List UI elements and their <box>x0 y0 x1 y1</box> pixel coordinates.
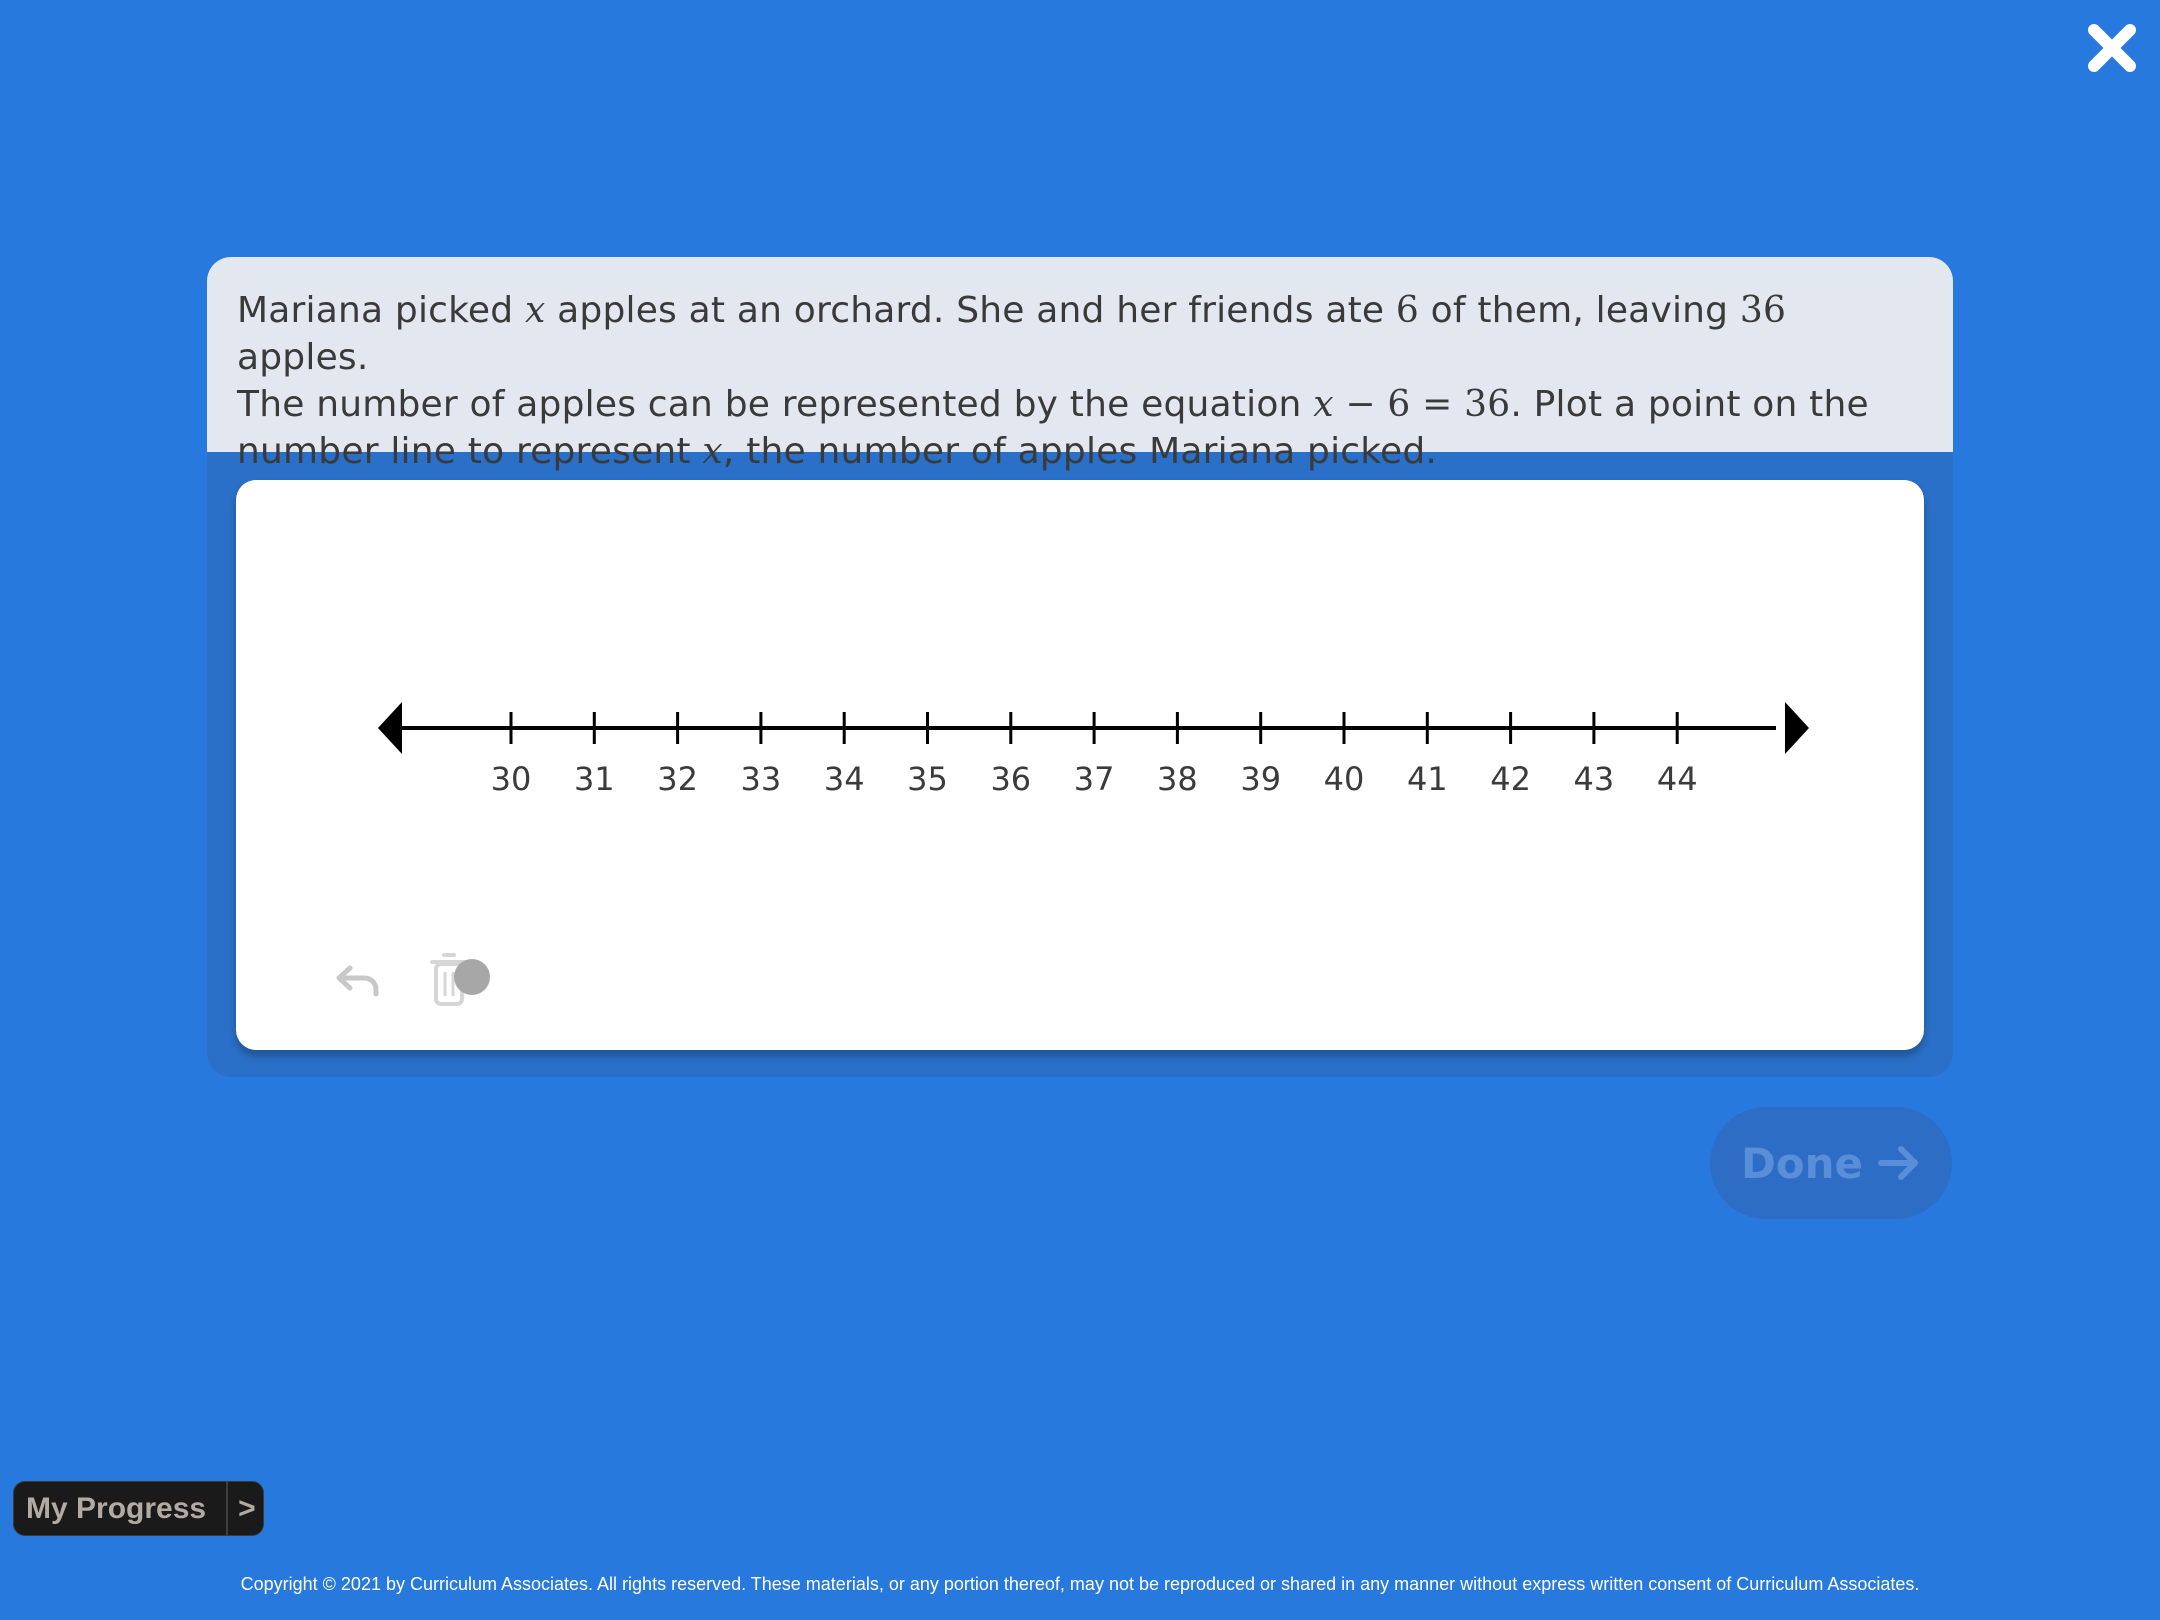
prompt-text: number line to represent <box>237 431 703 472</box>
tick-label: 41 <box>1406 760 1448 798</box>
done-button[interactable] <box>1710 1107 1952 1219</box>
tick-label: 43 <box>1573 760 1615 798</box>
copyright-text: Copyright © 2021 by Curriculum Associates. All rights reserved. These materials, or any portion thereof, may not be reproduced or shared in any manner without express written consent of Curriculum Associates. <box>240 1574 1920 1594</box>
math-number: 36 <box>1739 290 1787 331</box>
left-arrow-icon <box>378 702 402 754</box>
prompt-line-1 <box>237 287 1923 381</box>
done-label: Done <box>1740 1138 1864 1188</box>
tick-label: 31 <box>573 760 615 798</box>
tick-label: 33 <box>740 760 782 798</box>
math-variable: x <box>524 290 546 331</box>
close-icon <box>2084 20 2140 76</box>
arrow-right-icon <box>1877 1141 1921 1185</box>
trash-icon <box>426 946 496 1012</box>
tick-label: 44 <box>1656 760 1698 798</box>
math-number: 6 <box>1395 290 1420 331</box>
tick-label: 35 <box>907 760 948 798</box>
tick-label: 38 <box>1157 760 1198 798</box>
undo-icon <box>326 950 386 1010</box>
delete-button[interactable] <box>426 946 496 1012</box>
number-line-card[interactable] <box>236 480 1924 1050</box>
tick-label: 42 <box>1490 760 1531 798</box>
math-variable: x <box>1313 384 1334 425</box>
chevron-right-icon: > <box>238 1491 256 1525</box>
math-variable: x <box>702 431 723 472</box>
tick-label: 37 <box>1073 760 1115 798</box>
prompt-text: apples at an orchard. She and her friends ate <box>545 290 1396 331</box>
tick-label: 40 <box>1323 760 1365 798</box>
prompt-text: , the number of apples Mariana picked. <box>722 431 1438 472</box>
prompt-text: of them, leaving <box>1419 290 1740 331</box>
tick-label: 32 <box>657 760 698 798</box>
my-progress-button[interactable] <box>13 1481 264 1536</box>
tick-label: 36 <box>990 760 1032 798</box>
math-equation: − 6 = 36 <box>1333 384 1511 425</box>
right-arrow-icon <box>1785 702 1809 754</box>
tick-label: 34 <box>823 760 865 798</box>
question-prompt <box>207 257 1953 472</box>
prompt-text: apples. <box>237 337 369 378</box>
tick-label: 30 <box>490 760 532 798</box>
prompt-text: The number of apples can be represented by the equation <box>237 384 1314 425</box>
close-button[interactable] <box>2084 20 2140 76</box>
prompt-line-2 <box>237 381 1923 428</box>
my-progress-label: My Progress <box>26 1491 207 1525</box>
prompt-text: . Plot a point on the <box>1510 384 1869 425</box>
tick-label: 39 <box>1240 760 1282 798</box>
prompt-text: Mariana picked <box>237 290 525 331</box>
prompt-line-3 <box>237 428 1923 475</box>
undo-button[interactable] <box>326 950 386 1010</box>
